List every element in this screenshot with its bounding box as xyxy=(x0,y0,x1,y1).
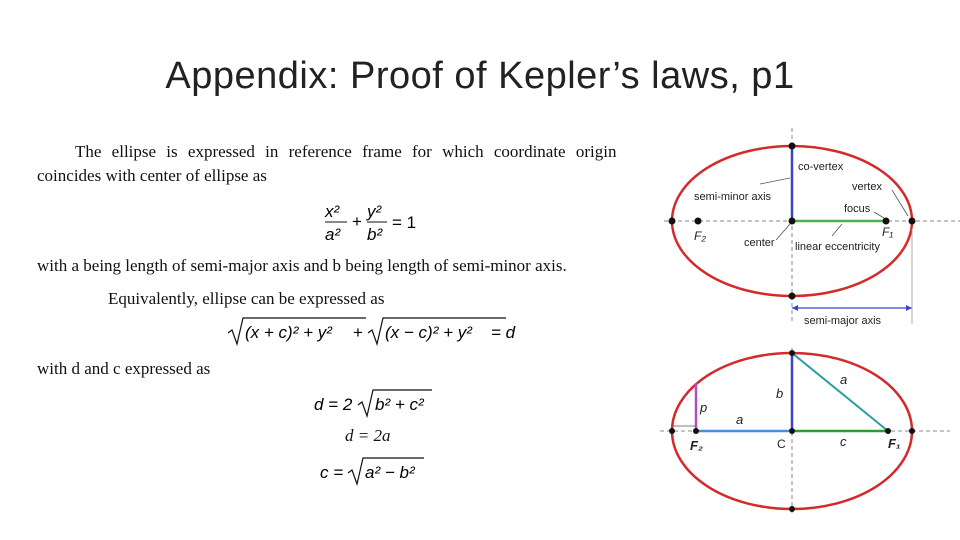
co-vertex-point xyxy=(789,143,796,150)
f2-point-bottom xyxy=(693,428,699,434)
paragraph-axes: with a being length of semi-major axis and b being length of semi-minor axis. xyxy=(37,256,567,275)
ellipse-anatomy-diagram xyxy=(664,128,960,333)
eq-sum-plus: + xyxy=(353,323,363,342)
label-c-distance: c xyxy=(840,434,847,449)
label-center: center xyxy=(744,237,775,249)
f2-point xyxy=(695,218,702,225)
eq-x-den: a² xyxy=(325,225,341,244)
eq-d-lhs: d = 2 xyxy=(314,395,353,414)
label-co-vertex: co-vertex xyxy=(798,161,844,173)
paragraph-equivalently: Equivalently, ellipse can be expressed as xyxy=(108,289,385,308)
label-vertex: vertex xyxy=(852,181,882,193)
label-f2-bottom: F₂ xyxy=(690,438,703,453)
c-center-point xyxy=(789,428,795,434)
eq-rhs: = 1 xyxy=(392,213,417,232)
eq-c-radicand: a² − b² xyxy=(365,463,415,482)
label-f1-bottom: F₁ xyxy=(888,436,901,451)
label-semi-major-axis: semi-major axis xyxy=(804,315,882,327)
eq-plus: + xyxy=(352,212,362,231)
f1-point-bottom xyxy=(885,428,891,434)
paragraph-d-and-c: with d and c expressed as xyxy=(37,359,211,378)
label-f1: F₁ xyxy=(882,225,894,239)
label-b: b xyxy=(776,386,784,401)
paragraph-intro-line2: coincides with center of ellipse as xyxy=(37,166,267,185)
eq-y-den: b² xyxy=(367,225,383,244)
vertex-point xyxy=(909,218,916,225)
label-linear-eccentricity: linear eccentricity xyxy=(795,241,880,253)
ellipse-equation xyxy=(325,200,445,253)
d-definition-equation xyxy=(314,388,444,423)
paragraph-intro-line1: The ellipse is expressed in reference frame for which coordinate origin xyxy=(75,142,617,161)
center-point xyxy=(789,218,796,225)
eq-d-radicand: b² + c² xyxy=(375,395,424,414)
eq-y-term: y² xyxy=(367,202,382,221)
f1-point xyxy=(883,218,890,225)
label-f2: F₂ xyxy=(694,229,706,243)
label-semi-minor-axis: semi-minor axis xyxy=(694,191,772,203)
eq-sum-rhs: = d xyxy=(491,323,516,342)
eq-left-radicand: (x + c)² + y² xyxy=(245,323,332,342)
eq-right-radicand: (x − c)² + y² xyxy=(385,323,472,342)
label-focus: focus xyxy=(844,203,871,215)
label-a-hypotenuse: a xyxy=(840,372,848,387)
eq-c-lhs: c = xyxy=(320,463,344,482)
a-hypotenuse-segment xyxy=(792,353,888,431)
distance-sum-equation xyxy=(228,316,528,353)
label-c-center: C xyxy=(777,437,786,451)
d-equals-2a-equation: d = 2a xyxy=(345,426,391,445)
c-definition-equation xyxy=(320,456,440,491)
slide-title: Appendix: Proof of Kepler’s laws, p1 xyxy=(165,55,795,97)
label-p: p xyxy=(700,400,708,415)
ellipse-distances-diagram xyxy=(660,348,950,523)
eq-x-term: x² xyxy=(325,202,340,221)
label-a-small: a xyxy=(736,412,744,427)
